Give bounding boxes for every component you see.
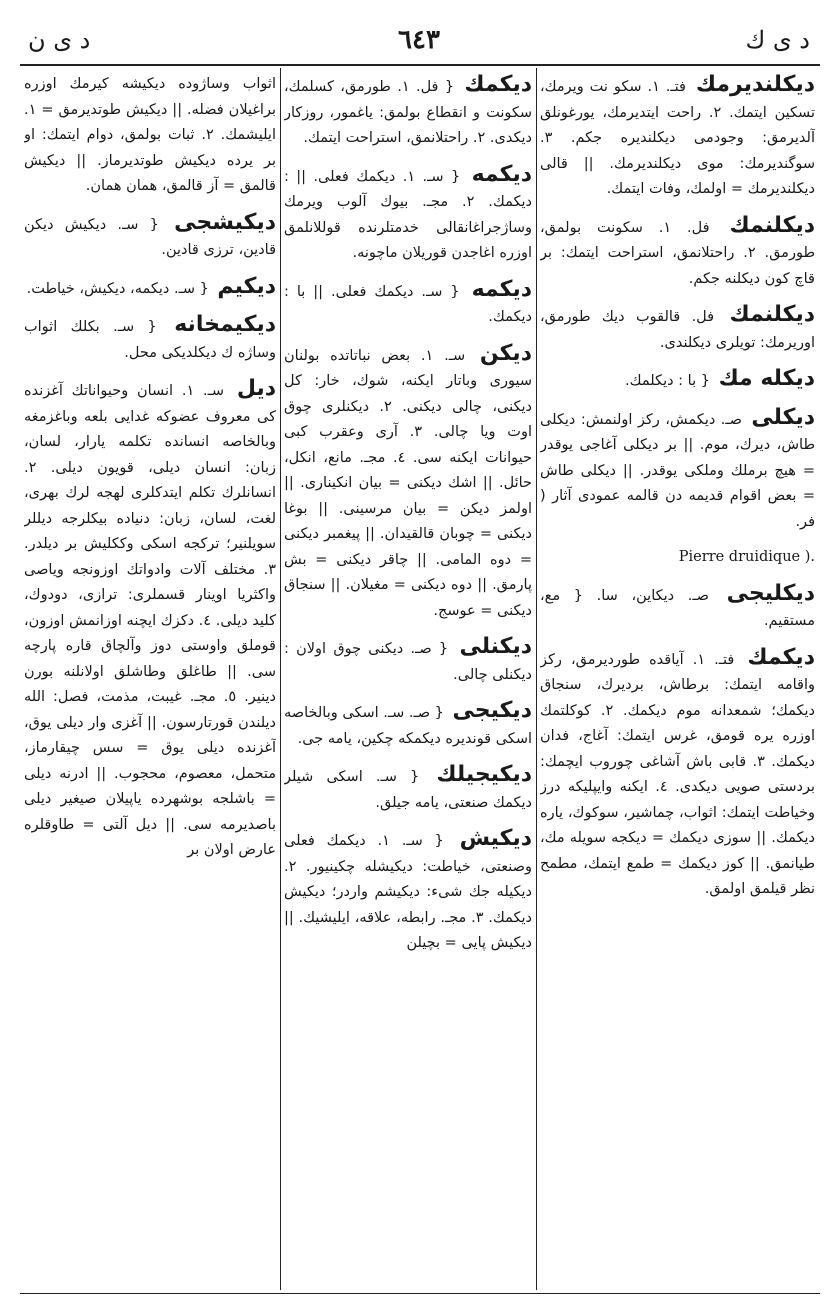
entry-definition: فتـ. ١. سكو نت ويرمك، تسكين ايتمك. ٢. راحت ايتديرمك، يورغونلق آلديرمق: وجودمى ديكلنديره جكم. ٣. سوگنديرمك: موى ديكلنديرمك. || قالى ديكلنديرمك = اولمك، وفات ايتمك. [540, 79, 815, 197]
dictionary-entry [284, 341, 532, 625]
entry-definition: فل. ١. سكونت بولمق، طورمق. ٢. راحتلانمق، استراحت ايتمك: بر قاچ كون ديكلنه جكم. [540, 219, 815, 287]
entry-headword: ديكيشجى [174, 209, 276, 235]
entry-headword: ديل [236, 376, 276, 401]
dictionary-entry [284, 826, 532, 957]
entry-headword: ديكمه [471, 276, 532, 302]
entry-definition: صـ. ديكاين، سا. { مع، مستقيم. [540, 587, 815, 629]
entry-headword: ديكلى [751, 404, 815, 430]
dictionary-entry [540, 645, 815, 903]
dictionary-entry [24, 210, 276, 264]
dictionary-entry [284, 634, 532, 688]
dictionary-entry [284, 72, 532, 152]
entry-headword: ديكلنمك [729, 212, 815, 238]
entry-headword: ديكيجيلك [436, 762, 532, 787]
dictionary-entry [24, 376, 276, 864]
entry-definition: سـ. ١. بعض نباتاتده بولنان سيورى وباتار ايكنه، شوك، خار: كل ديكنى، چالى ديكنى. ٢. ديكنلرى چوق اوت ويا چالى. ٣. آرى وعقرب كبى حيوانات ايكنه سى. ٤. مجـ. مانع، انكل، حائل. || اشك ديكنى = بيان انكينارى. || اولمز ديكن = بيان مرسينى. || بوغا ديكنى = چوبان قالقيدان. || پيغمبر ديكنى = دوه المامى. || چاقر ديكنى = بش پارمق. || دوه ديكنى = مغيلان. || سنجاق ديكنى = عوسج. [284, 347, 532, 619]
entry-headword: ديكمك [747, 644, 815, 670]
dictionary-entry [540, 366, 815, 395]
entry-definition: سـ. ١. انسان وحيواناتك آغزنده كى معروف عضوكه غدايى بلعه وباغزمغه وبالخاصه انسانده تكلمه يارار، لسان، زبان: انسان ديلى، قويون ديلى. ٢. انسانلرك تكلم ايتدكلرى لهجه لرك بهرى، لغت، لسان، زبان: دنياده بيكلرجه ديللر سويلنير؛ تركجه اسكى وككليش بر ديلدر. ٣. مختلف آلات وادواتك اوزونجه وياصى واكثريا اوينار قسملرى: ترازى، دودوك، كليد ديلى. ٤. دكزك ايچنه اوزانمش اوزون، قوملق واوستى دوز وآلچاق قاره پارچه سى. || طاغلق وطاشلق اولانلنه بورن دينير. ٥. مجـ. غيبت، مذمت، فصل: الله ديلندن قورتارسون. || آغزى وار ديلى يوق، آغزنده ديلى يوق = سس چيقارماز، متحمل، معصوم، محجوب. || ادرنه ديلى = باشلجه بوشهرده ياپيلان صيغير ديلى باصديرمه سى. || ديل آلتى = طاوقلره عارض اولان بر [24, 383, 276, 858]
entry-headword: ديكليجى [726, 580, 815, 606]
entry-definition: { سـ. بكلك اثواب وساژه ك ديكلديكى محل. [24, 319, 276, 361]
entry-headword: ديكله مك [718, 366, 815, 391]
dictionary-entry [284, 698, 532, 752]
entry-headword: ديكيم [217, 273, 276, 299]
dictionary-entry [540, 213, 815, 293]
column-right [540, 72, 815, 1288]
entry-definition: { صـ. سـ. اسكى وبالخاصه اسكى قونديره ديكمكه چكين، يامه جى. [284, 705, 532, 747]
entry-definition: { سـ. اسكى شيلر ديكمك صنعتى، يامه جيلق. [284, 769, 532, 811]
dictionary-entry [540, 545, 815, 571]
entry-definition: { سـ. ديكمه، ديكيش، خياطت. [26, 280, 209, 297]
page-header [28, 18, 810, 62]
page-number: ٦٤٣ [398, 25, 440, 55]
entry-definition: { سـ. ١. ديكمك فعلى. || : ديكمك. ٢. مجـ. بيوك آلوب ويرمك وساژجراغانقالى خدمتلرنده قوللانلمق اوزره اغاجدن قوريلان ماچونه. [284, 168, 532, 261]
column-middle [284, 72, 532, 1288]
dictionary-entry [24, 312, 276, 366]
entry-definition: Pierre druidique ). [678, 549, 815, 565]
entry-headword: ديكلنمك [729, 302, 815, 327]
dictionary-entry [284, 277, 532, 331]
entry-headword: ديكنلى [459, 634, 532, 659]
column-left [24, 72, 276, 1288]
header-rule [20, 64, 820, 66]
entry-definition: فتـ. ١. آياقده طورديرمق، ركز واقامه ايتمك: برطاش، برديرك، سنجاق ديكمك؛ شمعدانه موم ديكمك. ٢. كوكلتمك اوزره يره قومق، غرس ايتمك: آغاج، فدان ديكمك. ٣. قابى باش آشاغى چوروب ايچمك: بردستى صويى ديكدى. ٤. ايكنه وايپليكه درز وخياطت ايتمك: اثواب، چماشير، سوكوك، ياره ديكمك. || سوزى ديكمك = ديكجه سويله مك، طيانمق. || كوز ديكمك = طمع ايتمك، مطمح نظر قيلمق اولمق. [540, 651, 815, 897]
dictionary-entry [540, 302, 815, 356]
entry-headword: ديكيمخانه [174, 312, 276, 337]
dictionary-entry [24, 72, 276, 200]
entry-definition: { فل. ١. طورمق، كسلمك، سكونت و انقطاع بولمق: ياغمور، روزكار ديكدى. ٢. راحتلانمق، استراحت ايتمك. [284, 79, 532, 146]
entry-headword: ديكيش [459, 826, 532, 851]
entry-definition: { با : ديكلمك. [625, 373, 710, 389]
entry-definition: { سـ. ديكمك فعلى. || با : ديكمك. [284, 283, 532, 325]
column-divider [280, 68, 281, 1290]
entry-headword: ديكمه [471, 161, 532, 187]
entry-definition: { سـ. ديكيش ديكن قادين، ترزى قادين. [24, 216, 276, 258]
dictionary-entry [540, 405, 815, 536]
header-left-letters: د ى ن [28, 26, 91, 54]
dictionary-entry [540, 72, 815, 203]
entry-headword: ديكن [479, 340, 532, 366]
entry-headword: ديكمك [464, 72, 532, 97]
entry-headword: ديكلنديرمك [695, 72, 815, 97]
dictionary-entry [540, 581, 815, 635]
dictionary-entry [284, 162, 532, 267]
header-right-letters: د ى ك [745, 26, 810, 54]
entry-headword: ديكيجى [452, 698, 532, 723]
dictionary-entry [24, 274, 276, 303]
entry-definition: صـ. ديكمش، ركز اولنمش: ديكلى طاش، ديرك، موم. || بر ديكلى آغاجى يوقدر = هيچ برملك وملكى يوقدر. || ديكلى طاش = بعض اقوام قديمه دن قالمه عمودى آثار ( فر. [540, 411, 815, 530]
entry-definition: فل. قالقوب ديك طورمق، اوريرمك: تويلرى ديكلندى. [540, 309, 815, 351]
column-divider [536, 68, 537, 1290]
entry-definition: { سـ. ١. ديكمك فعلى وصنعتى، خياطت: ديكيشله چكينيور. ٢. ديكيله جك شىء: ديكيشم واردر؛ ديكيش ديكمك. ٣. مجـ. رابطه، علاقه، ايليشيك. || ديكيش پايى = بچيلن [284, 833, 532, 951]
entry-definition: { صـ. ديكنى چوق اولان : ديكنلى چالى. [284, 641, 532, 683]
footer-rule [20, 1293, 820, 1294]
dictionary-entry [284, 762, 532, 816]
entry-definition: اثواب وساژوده ديكيشه كيرمك اوزره براغيلان فضله. || ديكيش طوتديرمق = ١. ايليشمك. ٢. ثبات بولمق، دوام ايتمك: او بر يرده ديكيش طوتديرماز. || ديكيش قالمق = آز قالمق، همان همان. [24, 76, 276, 194]
